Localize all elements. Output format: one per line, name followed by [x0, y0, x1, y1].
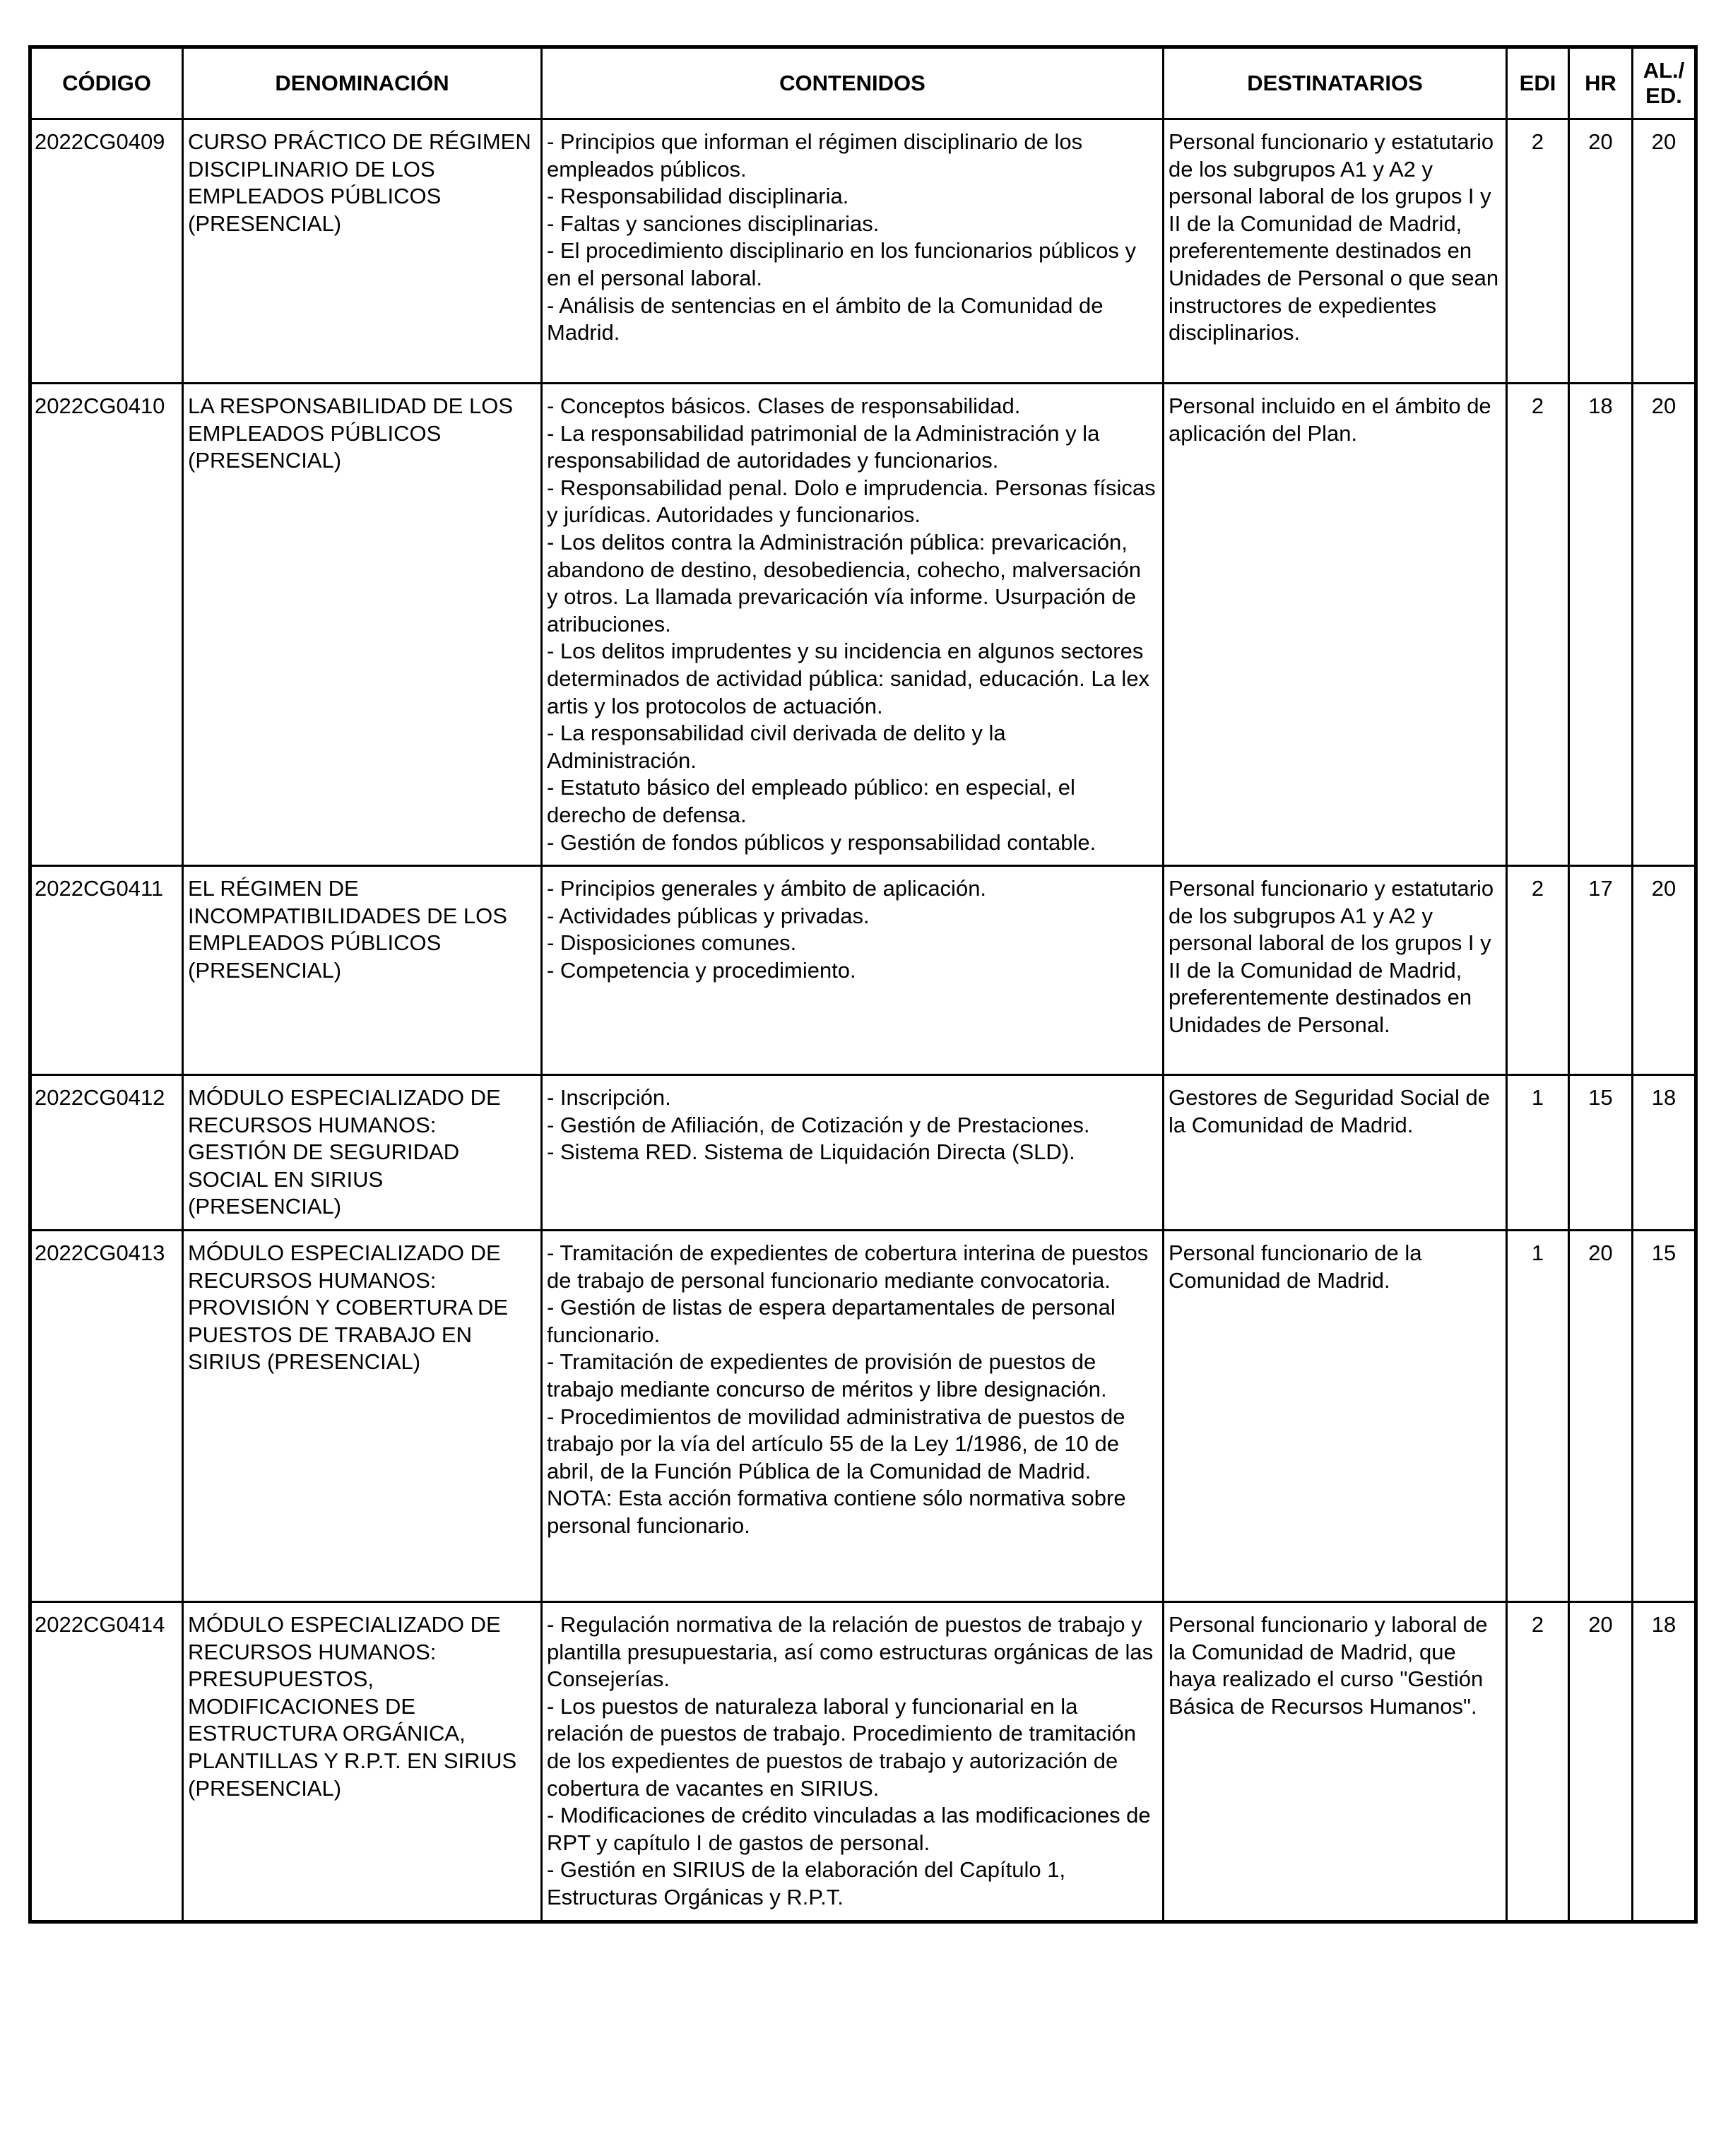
- cell-contenidos: [542, 1602, 1164, 1922]
- contenido-item: - El procedimiento disciplinario en los funcionarios públicos y en el personal laboral.: [547, 238, 1136, 290]
- cell-hr: 17: [1569, 866, 1633, 1075]
- header-al-ed-line-1: AL./: [1643, 58, 1685, 83]
- course-table: [28, 45, 1698, 1924]
- contenido-item: - Principios generales y ámbito de aplicación.: [547, 876, 987, 901]
- cell-denominacion: MÓDULO ESPECIALIZADO DE RECURSOS HUMANOS: PRESUPUESTOS, MODIFICACIONES DE ESTRUCTURA ORGÁNICA, PLANTILLAS Y R.P.T. EN SIRIUS (PRESENCIAL): [183, 1602, 542, 1922]
- cell-al-ed: 20: [1633, 384, 1696, 866]
- cell-al-ed: 15: [1633, 1231, 1696, 1602]
- header-contenidos: CONTENIDOS: [542, 47, 1164, 119]
- table-row: [30, 866, 1696, 1075]
- contenido-item: - Faltas y sanciones disciplinarias.: [547, 211, 880, 236]
- cell-codigo: 2022CG0411: [30, 866, 183, 1075]
- contenido-item: - Gestión de listas de espera departamentales de personal funcionario.: [547, 1295, 1116, 1347]
- contenido-item: - Gestión en SIRIUS de la elaboración del Capítulo 1, Estructuras Orgánicas y R.P.T.: [547, 1857, 1066, 1909]
- header-denominacion: DENOMINACIÓN: [183, 47, 542, 119]
- contenido-item: - La responsabilidad patrimonial de la Administración y la responsabilidad de autoridades y funcionarios.: [547, 420, 1100, 473]
- cell-contenidos: [542, 119, 1164, 384]
- contenido-item: - Conceptos básicos. Clases de responsabilidad.: [547, 393, 1021, 418]
- cell-edi: 1: [1507, 1075, 1569, 1231]
- cell-hr: 15: [1569, 1075, 1633, 1231]
- contenido-item: - Competencia y procedimiento.: [547, 957, 856, 983]
- contenido-item: - Responsabilidad disciplinaria.: [547, 184, 849, 209]
- table-row: [30, 384, 1696, 866]
- cell-edi: 1: [1507, 1231, 1569, 1602]
- contenido-item: - Tramitación de expedientes de provisión de puestos de trabajo mediante concurso de méritos y libre designación.: [547, 1349, 1107, 1402]
- header-destinatarios: DESTINATARIOS: [1164, 47, 1507, 119]
- cell-contenidos: [542, 1231, 1164, 1602]
- cell-edi: 2: [1507, 384, 1569, 866]
- contenido-item: - Inscripción.: [547, 1085, 671, 1110]
- table-row: [30, 1075, 1696, 1231]
- course-table-page: [28, 45, 1694, 1924]
- contenido-item: - Gestión de Afiliación, de Cotización y de Prestaciones.: [547, 1112, 1090, 1137]
- cell-destinatarios: Personal funcionario y laboral de la Comunidad de Madrid, que haya realizado el curso "Gestión Básica de Recursos Humanos".: [1164, 1602, 1507, 1922]
- cell-edi: 2: [1507, 866, 1569, 1075]
- table-row: [30, 1602, 1696, 1922]
- cell-edi: 2: [1507, 119, 1569, 384]
- cell-codigo: 2022CG0412: [30, 1075, 183, 1231]
- cell-denominacion: MÓDULO ESPECIALIZADO DE RECURSOS HUMANOS: PROVISIÓN Y COBERTURA DE PUESTOS DE TRABAJO EN SIRIUS (PRESENCIAL): [183, 1231, 542, 1602]
- cell-destinatarios: Personal funcionario de la Comunidad de Madrid.: [1164, 1231, 1507, 1602]
- cell-hr: 20: [1569, 1231, 1633, 1602]
- cell-codigo: 2022CG0414: [30, 1602, 183, 1922]
- header-edi: EDI: [1507, 47, 1569, 119]
- header-al-ed: [1633, 47, 1696, 119]
- table-row: [30, 119, 1696, 384]
- cell-destinatarios: Personal funcionario y estatutario de los subgrupos A1 y A2 y personal laboral de los grupos I y II de la Comunidad de Madrid, preferentemente destinados en Unidades de Personal.: [1164, 866, 1507, 1075]
- contenido-item: - Modificaciones de crédito vinculadas a las modificaciones de RPT y capítulo I de gastos de personal.: [547, 1803, 1151, 1855]
- cell-hr: 20: [1569, 119, 1633, 384]
- contenido-item: - Estatuto básico del empleado público: en especial, el derecho de defensa.: [547, 775, 1075, 827]
- cell-contenidos: [542, 384, 1164, 866]
- contenido-item: - Tramitación de expedientes de cobertura interina de puestos de trabajo de personal funcionario mediante convocatoria.: [547, 1240, 1149, 1293]
- contenido-item: - La responsabilidad civil derivada de delito y la Administración.: [547, 721, 1006, 773]
- cell-edi: 2: [1507, 1602, 1569, 1922]
- contenido-item: - Sistema RED. Sistema de Liquidación Directa (SLD).: [547, 1139, 1075, 1165]
- cell-denominacion: MÓDULO ESPECIALIZADO DE RECURSOS HUMANOS: GESTIÓN DE SEGURIDAD SOCIAL EN SIRIUS (PRESENCIAL): [183, 1075, 542, 1231]
- cell-hr: 20: [1569, 1602, 1633, 1922]
- contenido-item: - Los delitos contra la Administración pública: prevaricación, abandono de destino, desobediencia, cohecho, malversación y otros. La llamada prevaricación vía informe. Usurpación de atribuciones.: [547, 529, 1142, 636]
- table-row: [30, 1231, 1696, 1602]
- cell-al-ed: 18: [1633, 1075, 1696, 1231]
- cell-destinatarios: Personal incluido en el ámbito de aplicación del Plan.: [1164, 384, 1507, 866]
- cell-denominacion: CURSO PRÁCTICO DE RÉGIMEN DISCIPLINARIO DE LOS EMPLEADOS PÚBLICOS (PRESENCIAL): [183, 119, 542, 384]
- cell-contenidos: [542, 1075, 1164, 1231]
- cell-codigo: 2022CG0410: [30, 384, 183, 866]
- cell-destinatarios: Gestores de Seguridad Social de la Comunidad de Madrid.: [1164, 1075, 1507, 1231]
- contenido-item: - Los puestos de naturaleza laboral y funcionarial en la relación de puestos de trabajo. Procedimiento de tramitación de los expedientes de puestos de trabajo y autorización de cobertura de vacantes en SIRIUS.: [547, 1693, 1137, 1801]
- header-codigo: CÓDIGO: [30, 47, 183, 119]
- cell-destinatarios: Personal funcionario y estatutario de los subgrupos A1 y A2 y personal laboral de los grupos I y II de la Comunidad de Madrid, preferentemente destinados en Unidades de Personal o que sean instructores de expedientes disciplinarios.: [1164, 119, 1507, 384]
- contenido-item: - Responsabilidad penal. Dolo e imprudencia. Personas físicas y jurídicas. Autoridades y funcionarios.: [547, 475, 1156, 528]
- contenido-item: - Regulación normativa de la relación de puestos de trabajo y plantilla presupuestaria, así como estructuras orgánicas de las Consejerías.: [547, 1612, 1154, 1692]
- contenido-item: - Gestión de fondos públicos y responsabilidad contable.: [547, 829, 1096, 855]
- cell-denominacion: EL RÉGIMEN DE INCOMPATIBILIDADES DE LOS EMPLEADOS PÚBLICOS (PRESENCIAL): [183, 866, 542, 1075]
- cell-al-ed: 18: [1633, 1602, 1696, 1922]
- contenido-item: - Análisis de sentencias en el ámbito de la Comunidad de Madrid.: [547, 292, 1104, 345]
- contenido-item: - Disposiciones comunes.: [547, 930, 797, 956]
- contenido-item: - Procedimientos de movilidad administrativa de puestos de trabajo por la vía del artículo 55 de la Ley 1/1986, de 10 de abril, de la Función Pública de la Comunidad de Madrid.: [547, 1404, 1125, 1483]
- contenido-item: - Principios que informan el régimen disciplinario de los empleados públicos.: [547, 129, 1083, 182]
- header-al-ed-line-2: ED.: [1645, 83, 1682, 108]
- cell-al-ed: 20: [1633, 119, 1696, 384]
- table-header-row: [30, 47, 1696, 119]
- cell-codigo: 2022CG0413: [30, 1231, 183, 1602]
- cell-contenidos: [542, 866, 1164, 1075]
- cell-codigo: 2022CG0409: [30, 119, 183, 384]
- contenido-item: NOTA: Esta acción formativa contiene sólo normativa sobre personal funcionario.: [547, 1486, 1126, 1538]
- cell-al-ed: 20: [1633, 866, 1696, 1075]
- cell-hr: 18: [1569, 384, 1633, 866]
- cell-denominacion: LA RESPONSABILIDAD DE LOS EMPLEADOS PÚBLICOS (PRESENCIAL): [183, 384, 542, 866]
- contenido-item: - Actividades públicas y privadas.: [547, 903, 870, 928]
- contenido-item: - Los delitos imprudentes y su incidencia en algunos sectores determinados de actividad pública: sanidad, educación. La lex artis y los protocolos de actuación.: [547, 639, 1150, 718]
- header-hr: HR: [1569, 47, 1633, 119]
